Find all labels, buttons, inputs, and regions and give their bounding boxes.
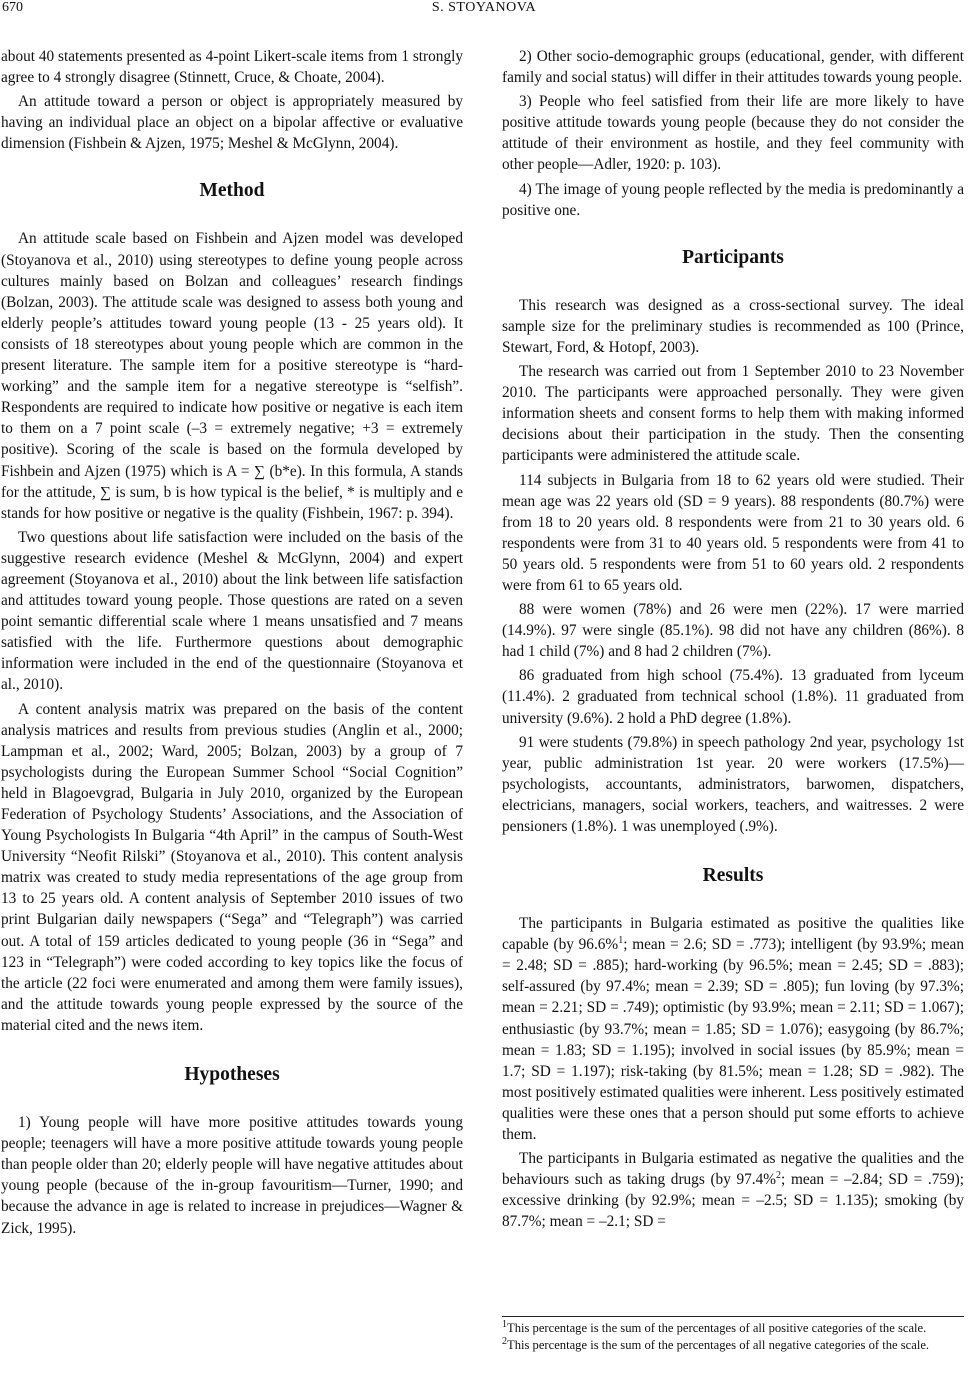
text-run: The participants in Bulgaria estimated as negative the qualities and the behaviours such as taking drugs (by 97.4% (502, 1150, 964, 1189)
section-heading-results: Results (702, 865, 764, 887)
paragraph: 86 graduated from high school (75.4%). 13 graduated from lyceum (11.4%). 2 graduated from technical school (1.8%). 11 graduated from university (9.6%). 2 hold a PhD degree (1.8%). (502, 667, 964, 727)
footnote-mark: 1 (502, 1318, 507, 1330)
page-number: 670 (2, 0, 23, 15)
section-heading-participants: Participants (682, 246, 784, 268)
paragraph: 114 subjects in Bulgaria from 18 to 62 years old were studied. Their mean age was 22 years old (SD = 9 years). 88 respondents (80.7%) were from 18 to 20 years old. 8 respondents were from 21 to 30 years old. 6 respondents were from 31 to 40 years old. 5 respondents were from 41 to 50 years old. 5 respondents were from 51 to 60 years old. 2 respondents were from 61 to 65 years old. (502, 471, 964, 594)
paragraph: This research was designed as a cross-sectional survey. The ideal sample size for the preliminary studies is recommended as 100 (Prince, Stewart, Ford, & Hotopf, 2003). (502, 296, 964, 356)
paragraph: Two questions about life satisfaction were included on the basis of the suggestive research evidence (Meshel & McGlynn, 2004) and expert agreement (Stoyanova et al., 2010) about the link between life satisfaction and attitudes toward young people. Those questions are rated on a seven point semantic differential scale where 1 means unsatisfied and 7 means satisfied with the life. Furthermore questions about demographic information were included in the end of the questionnaire (Stoyanova et al., 2010). (1, 528, 463, 694)
text-run: The participants in Bulgaria estimated as positive the qualities like capable (by 96.6% (502, 915, 964, 954)
right-column (502, 46, 964, 1233)
paragraph: An attitude toward a person or object is appropriately measured by having an individual place an object on a bipolar affective or evaluative dimension (Fishbein & Ajzen, 1975; Meshel & McGlynn, 2004). (1, 93, 463, 153)
text-run: ; mean = –2.84; SD = .759); excessive drinking (by 92.9%; mean = –2.5; SD = 1.135); smoking (by 87.7%; mean = –2.1; SD = (502, 1171, 964, 1231)
paragraph: 4) The image of young people reflected by the media is predominantly a positive one. (502, 180, 964, 219)
page-header (0, 0, 968, 22)
paragraph: An attitude scale based on Fishbein and Ajzen model was developed (Stoyanova et al., 2010) using stereotypes to define young people across cultures mainly based on Bolzan and colleagues’ research findings (Bolzan, 2003). The attitude scale was designed to assess both young and elderly people’s attitudes toward young people (13 - 25 years old). It consists of 18 stereotypes about young people which are common in the present literature. The sample item for a positive stereotype is “hard-working” and the sample item for a negative stereotype is “selfish”. Respondents are required to indicate how positive or negative is each item to them on a 7 point scale (–3 = extremely negative; +3 = extremely positive). Scoring of the scale is based on the formula developed by Fishbein and Ajzen (1975) which is A = ∑ (b*e). In this formula, A stands for the attitude, ∑ is sum, b is how typical is the belief, * is multiply and e stands for how positive or negative is the quality (Fishbein, 1967: p. 394). (1, 230, 463, 522)
section-heading-method: Method (199, 180, 265, 202)
paragraph: about 40 statements presented as 4-point Likert-scale items from 1 strongly agree to 4 strongly disagree (Stinnett, Cruce, & Choate, 2004). (1, 48, 463, 87)
paragraph: 2) Other socio-demographic groups (educational, gender, with different family and social status) will differ in their attitudes towards young people. (502, 48, 964, 87)
footnote-mark: 2 (502, 1335, 507, 1347)
paragraph (502, 913, 964, 1145)
footnote (502, 1337, 964, 1354)
paragraph: 88 were women (78%) and 26 were men (22%). 17 were married (14.9%). 97 were single (85.1%). 98 did not have any children (86%). 8 had 1 child (7%) and 8 had 2 children (7%). (502, 601, 964, 661)
footnote-ref: 1 (618, 935, 624, 947)
section-heading-hypotheses: Hypotheses (184, 1064, 280, 1086)
paragraph: A content analysis matrix was prepared on the basis of the content analysis matrices and results from previous studies (Anglin et al., 2000; Lampman et al., 2002; Ward, 2005; Bolzan, 2003) by a group of 7 psychologists during the European Summer School “Social Cognition” held in Blagoevgrad, Bulgaria in July 2010, organized by the European Federation of Psychology Students’ Associations, and the Association of Young Psychologists In Bulgaria “4th April” in the campus of South-West University “Neofit Rilski” (Stoyanova et al., 2010). This content analysis matrix was created to study media representations of the age group from 13 to 25 years old. A content analysis of September 2010 issues of two print Bulgarian daily newspapers (“Sega” and “Telegraph”) was carried out. A total of 159 articles dedicated to young people (36 in “Sega” and 123 in “Telegraph”) were coded according to key topics like the focus of the article (22 foci were enumerated and among them were family issues), and the attitude towards young people expressed by the source of the material cited and the news item. (1, 700, 463, 1034)
paragraph: 3) People who feel satisfied from their life are more likely to have positive attitude towards young people (because they do not consider the attitude of their environment as hostile, and they feel community with other people—Adler, 1920: p. 103). (502, 93, 964, 174)
paragraph: The research was carried out from 1 September 2010 to 23 November 2010. The participants were approached personally. They were given information sheets and consent forms to help them with making informed decisions about their participation in the study. Then the consenting participants were administered the attitude scale. (502, 363, 964, 465)
footnote-ref: 2 (776, 1170, 782, 1182)
paragraph: 91 were students (79.8%) in speech pathology 2nd year, psychology 1st year, public administration 1st year. 20 were workers (17.5%)—psychologists, accountants, administrators, barwomen, dispatchers, electricians, managers, social workers, teachers, and waitresses. 2 were pensioners (1.8%). 1 was unemployed (.9%). (502, 733, 964, 835)
footnote-text: This percentage is the sum of the percentages of all negative categories of the scale. (507, 1338, 930, 1352)
footnote-rule (502, 1316, 964, 1317)
paragraph: 1) Young people will have more positive attitudes towards young people; teenagers will have a more positive attitude towards young people than people older than 20; elderly people will have negative attitudes about young people (because of the in-group favouritism—Turner, 1990; and because the advance in age is related to increase in prejudices—Wagner & Zick, 1995). (1, 1114, 463, 1237)
footnote-text: This percentage is the sum of the percentages of all positive categories of the scale. (507, 1321, 927, 1335)
paragraph (502, 1148, 964, 1232)
text-run: ; mean = 2.6; SD = .773); intelligent (by 93.9%; mean = 2.48; SD = .885); hard-working (by 96.5%; mean = 2.45; SD = .883); self-assured (by 97.4%; mean = 2.39; SD = .805); fun loving (by 97.3%; mean = 2.21; SD = .749); optimistic (by 93.9%; mean = 2.11; SD = 1.067); enthusiastic (by 93.7%; mean = 1.85; SD = 1.076); easygoing (by 86.7%; mean = 1.83; SD = 1.195); involved in social issues (by 85.9%; mean = 1.7; SD = 1.197); risk-taking (by 81.5%; mean = 1.28; SD = .982). The most positively estimated qualities were inherent. Less positively estimated qualities were these ones that a person should put some efforts to achieve them. (502, 936, 964, 1144)
footnote (502, 1320, 964, 1337)
left-column (1, 46, 463, 1239)
footnotes (502, 1320, 964, 1354)
running-head: S. STOYANOVA (431, 0, 537, 15)
